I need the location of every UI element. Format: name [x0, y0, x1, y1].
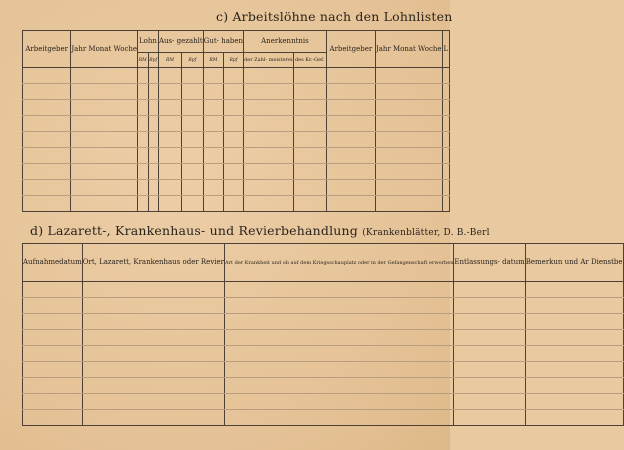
table-row: [23, 410, 624, 426]
unit-rm: RM: [203, 53, 223, 68]
section-d-title: [30, 223, 490, 238]
header-kr-gef: des Kr.-Gef.: [293, 53, 326, 68]
table-row: [23, 346, 624, 362]
table-row: [23, 282, 624, 298]
table-row: [23, 116, 450, 132]
header-anerkenntnis: Anerkenntnis: [244, 31, 327, 53]
table-row: [23, 100, 450, 116]
table-row: [23, 132, 450, 148]
hospital-table: [22, 243, 624, 426]
table-row: [23, 378, 624, 394]
table-row: [23, 330, 624, 346]
header-ort: Ort, Lazarett, Krankenhaus oder Revier: [82, 244, 224, 282]
table-row: [23, 148, 450, 164]
header-zahlmeisterei: der Zahl- meisterei: [244, 53, 293, 68]
header-jahr-monat-woche: Jahr Monat Woche: [71, 31, 138, 68]
header-aufnahmedatum: Aufnahmedatum: [23, 244, 83, 282]
unit-rpf: Rpf: [181, 53, 203, 68]
header-arbeitgeber: Arbeitgeber: [23, 31, 71, 68]
header-arbeitgeber-2: Arbeitgeber: [326, 31, 375, 68]
header-entlassungsdatum: Entlassungs- datum: [454, 244, 525, 282]
section-d-title-main: d) Lazarett-, Krankenhaus- und Revierbehandlung: [30, 223, 359, 238]
header-bemerkungen: Bemerkun und Ar Dienstbe: [525, 244, 623, 282]
unit-rpf: Rpf: [148, 53, 158, 68]
table-row: [23, 314, 624, 330]
header-ausgezahlt: Aus- gezahlt: [158, 31, 203, 53]
section-c-title: c) Arbeitslöhne nach den Lohnlisten: [216, 9, 453, 24]
table-row: [23, 394, 624, 410]
unit-rm: RM: [158, 53, 181, 68]
header-jahr-monat-woche-2: Jahr Monat Woche: [375, 31, 442, 68]
table-row: [23, 164, 450, 180]
table-row: [23, 84, 450, 100]
table-row: [23, 298, 624, 314]
header-guthaben: Gut- haben: [203, 31, 243, 53]
unit-rpf: Rpf: [223, 53, 243, 68]
header-lohn: Lohn: [138, 31, 159, 53]
table-row: [23, 362, 624, 378]
table-row: [23, 180, 450, 196]
header-art-der-krankheit: Art der Krankheit und ob auf dem Kriegsschauplatz oder in der Gefangenschaft erworben: [225, 244, 454, 282]
unit-rm: RM: [138, 53, 148, 68]
table-row: [23, 68, 450, 84]
table-row: [23, 196, 450, 212]
wage-table: [22, 30, 450, 212]
section-d-title-note: (Krankenblätter, D. B.-Berl: [362, 228, 490, 238]
header-lohn-2: L: [442, 31, 449, 68]
